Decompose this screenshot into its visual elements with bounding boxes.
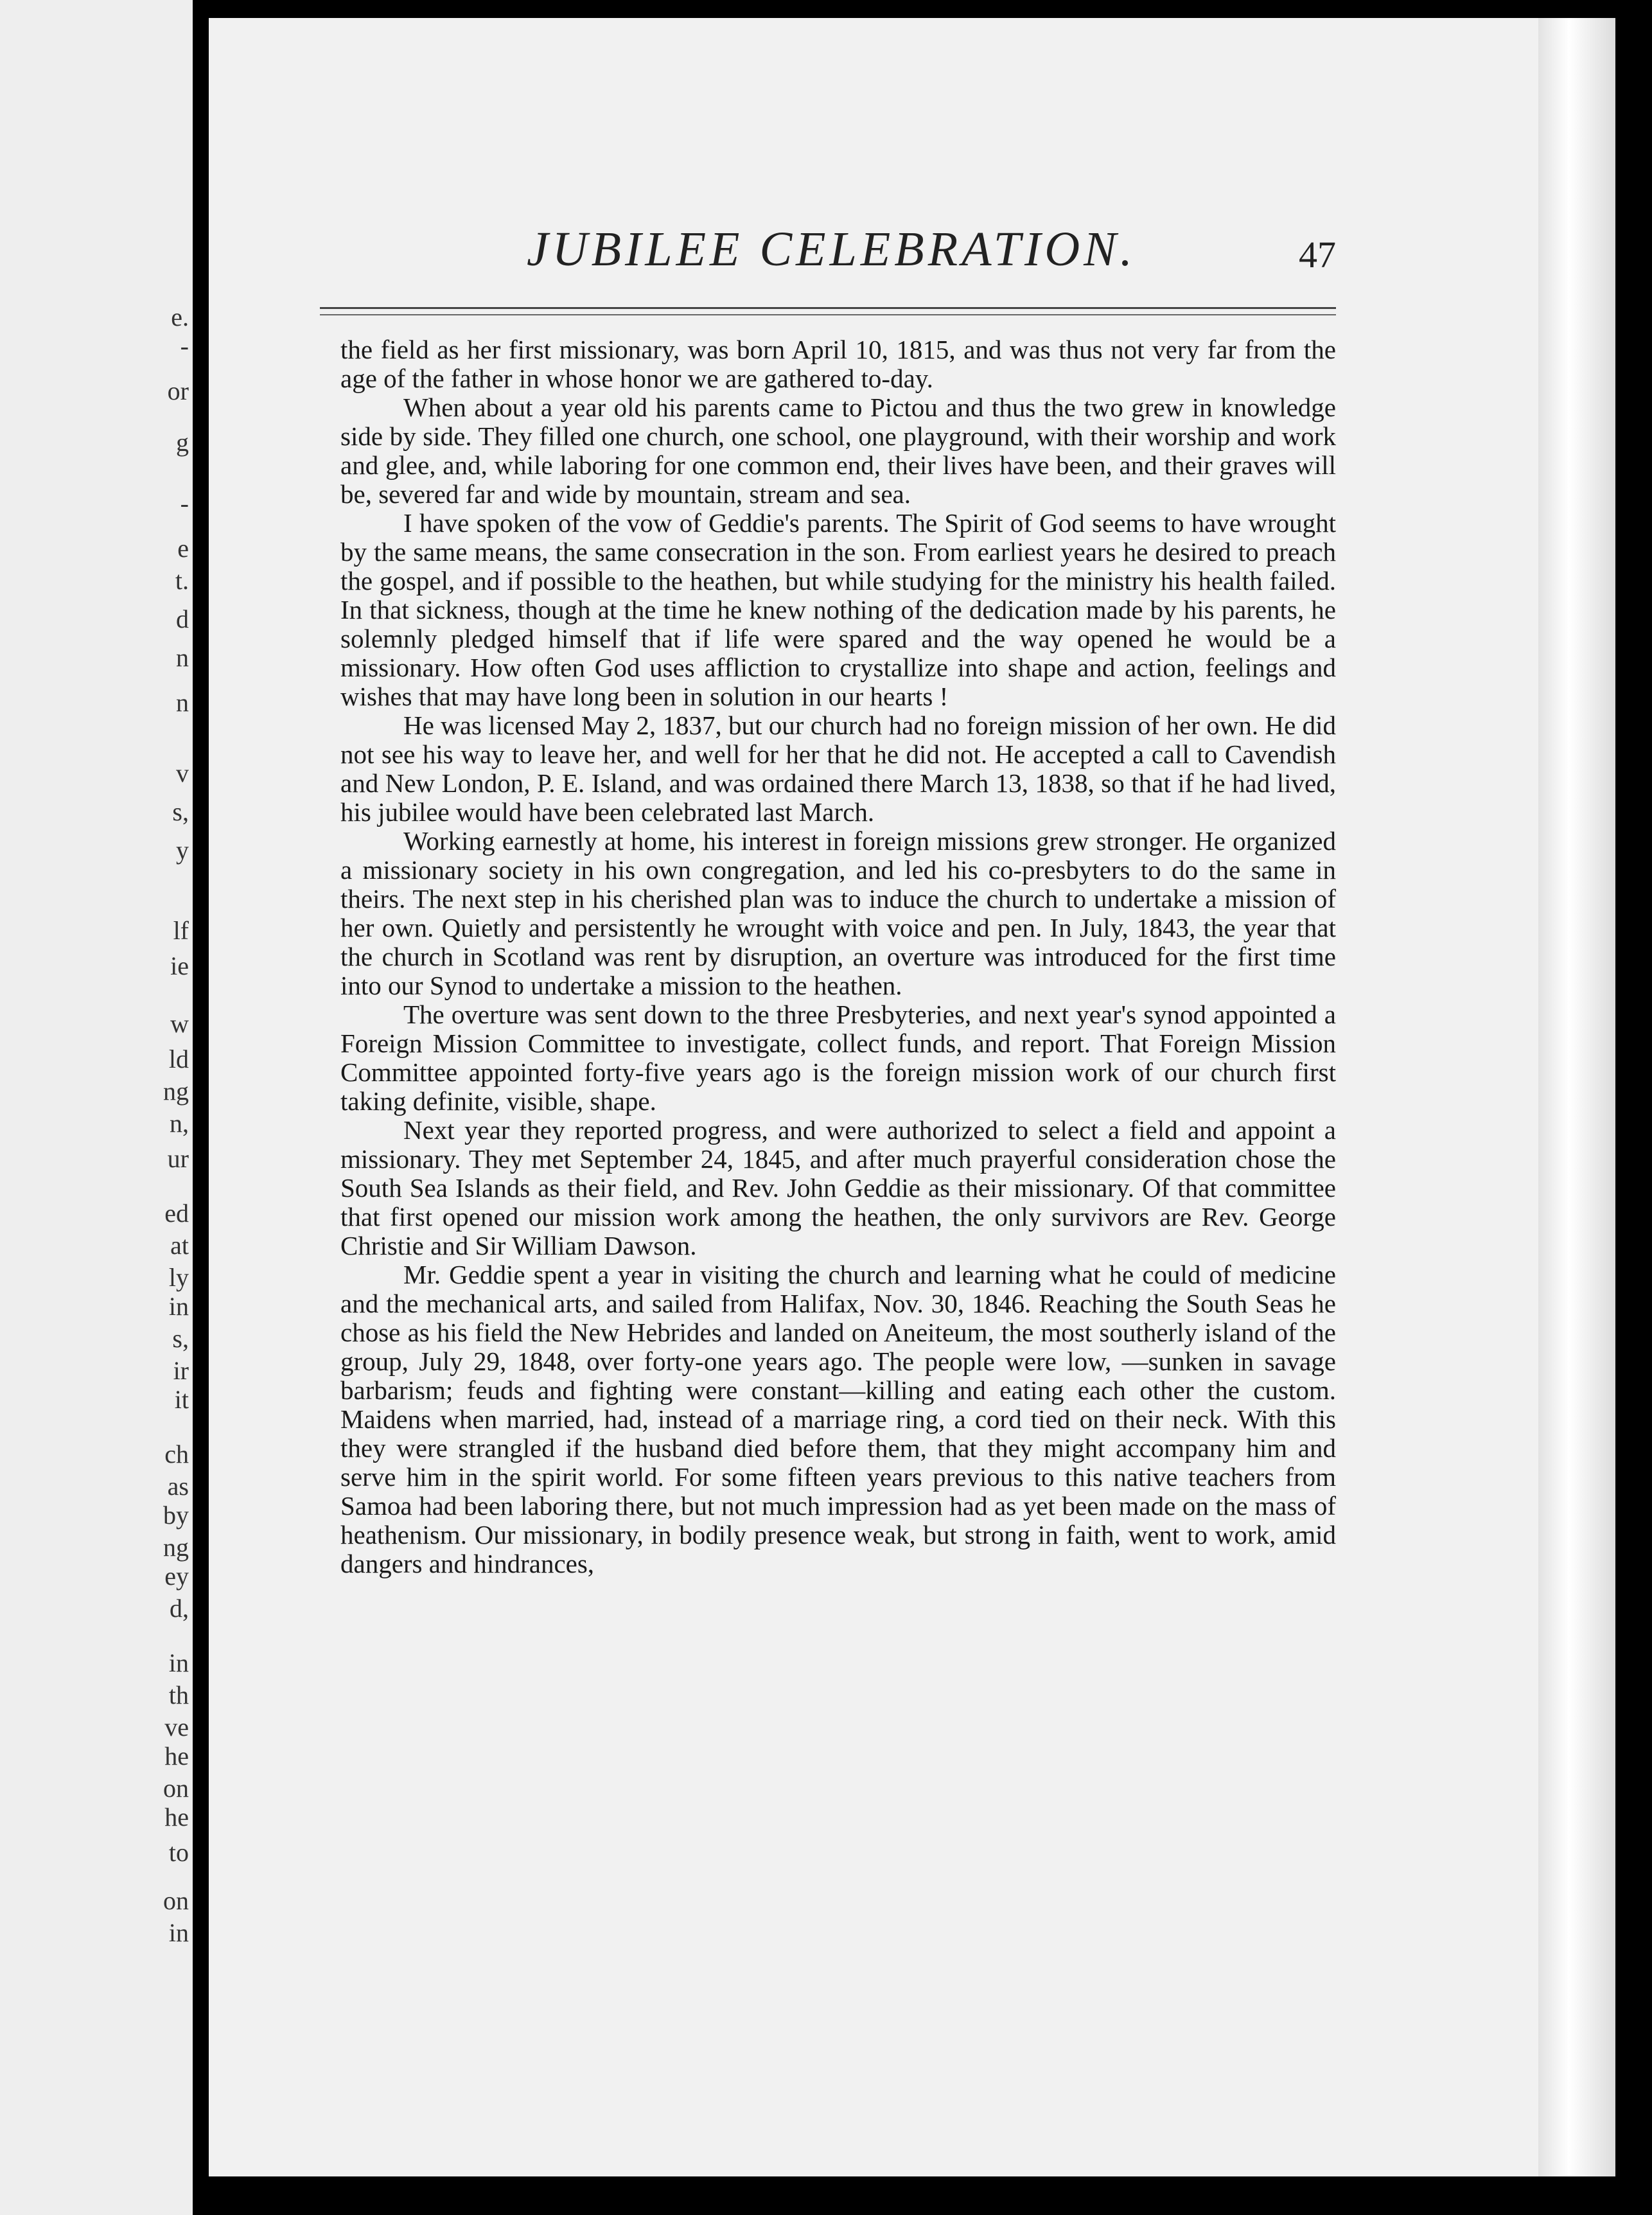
facing-fragment: in (168, 1918, 189, 1947)
facing-page (0, 0, 193, 2215)
page-edge (1538, 18, 1615, 2176)
page-header (340, 222, 1336, 292)
paragraph: Mr. Geddie spent a year in visiting the church and learning what he could of medicine and the mechanical arts, and sailed from Halifax, Nov. 30, 1846. Reaching the South Seas he chose as his field the New Hebrides and landed on Aneiteum, the most southerly island of the group, July 29, 1848, over forty-one years ago. The people were low, —sunken in savage barbarism; feuds and fighting were constant—killing and eating each other the custom. Maidens when married, had, instead of a marriage ring, a cord tied on their neck. With this they were strangled if the husband died before them, that they might accompany him and serve him in the spirit world. For some fifteen years previous to this native teachers from Samoa had been laboring there, but not much impression had as yet been made on the mass of heathenism. Our missionary, in bodily presence weak, but strong in faith, went to work, amid dangers and hindrances, (340, 1260, 1336, 1578)
paragraph: When about a year old his parents came to Pictou and thus the two grew in knowledge side by side. They filled one church, one school, one playground, with their worship and work and glee, and, while laboring for one common end, their lives have been, and their graves will be, severed far and wide by mountain, stream and sea. (340, 393, 1336, 509)
facing-fragment: d (176, 604, 189, 633)
facing-fragment: ng (163, 1077, 189, 1106)
facing-fragment: v (176, 759, 189, 788)
facing-fragment: ur (167, 1144, 189, 1173)
facing-fragment: - (180, 489, 189, 518)
facing-fragment: ve (164, 1713, 189, 1742)
facing-fragment: to (168, 1838, 189, 1867)
facing-page-text-fragments (131, 0, 189, 2215)
facing-fragment: s, (172, 1324, 189, 1353)
paragraph: I have spoken of the vow of Geddie's parents. The Spirit of God seems to have wrought by the same means, the same consecration in the son. From earliest years he desired to preach the gospel, and if possible to the heathen, but while studying for the ministry his health failed. In that sickness, though at the time he knew nothing of the dedication made by his parents, he solemnly pledged himself that if life were spared and the way opened he would be a missionary. How often God uses affliction to crystallize into shape and action, feelings and wishes that may have long been in solution in our hearts ! (340, 508, 1336, 711)
facing-fragment: ly (168, 1263, 189, 1292)
facing-fragment: t. (175, 566, 189, 595)
paragraph: The overture was sent down to the three Presbyteries, and next year's synod appointed a Foreign Mission Committee to investigate, collect funds, and report. That Foreign Mission Committee appointed forty-five years ago is the foreign mission work of our church first taking definite, visible, shape. (340, 1000, 1336, 1116)
facing-fragment: ch (164, 1440, 189, 1469)
facing-fragment: at (170, 1231, 189, 1260)
body-text (340, 335, 1336, 1578)
facing-fragment: d, (170, 1594, 189, 1623)
paragraph: the field as her first missionary, was born April 10, 1815, and was thus not very far from the age of the father in whose honor we are gathered to-day. (340, 335, 1336, 393)
facing-fragment: ey (164, 1562, 189, 1591)
header-rule (320, 307, 1336, 315)
facing-fragment: th (168, 1681, 189, 1709)
paragraph: He was licensed May 2, 1837, but our church had no foreign mission of her own. He did not see his way to leave her, and well for her that he did not. He accepted a call to Cavendish and New London, P. E. Island, and was ordained there March 13, 1838, so that if he had lived, his jubilee would have been celebrated last March. (340, 710, 1336, 827)
facing-fragment: w (170, 1009, 189, 1038)
facing-fragment: e. (171, 303, 189, 331)
facing-fragment: g (176, 428, 189, 457)
facing-fragment: on (163, 1886, 189, 1915)
facing-fragment: lf (173, 916, 189, 945)
facing-fragment: he (164, 1742, 189, 1770)
facing-fragment: ng (163, 1533, 189, 1562)
facing-fragment: ed (164, 1199, 189, 1228)
facing-fragment: by (163, 1501, 189, 1530)
paragraph: Next year they reported progress, and were authorized to select a field and appoint a missionary. They met September 24, 1845, and after much prayerful consideration chose the South Sea Islands as their field, and Rev. John Geddie as their missionary. Of that committee that first opened our mission work among the heathen, the only survivors are Rev. George Christie and Sir William Dawson. (340, 1115, 1336, 1260)
facing-fragment: on (163, 1774, 189, 1803)
facing-fragment: it (174, 1385, 189, 1414)
facing-fragment: e (177, 534, 189, 563)
facing-fragment: n (176, 688, 189, 717)
paragraph: Working earnestly at home, his interest in foreign missions grew stronger. He organized a missionary society in his own congregation, and led his co-presbyters to do the same in theirs. The next step in his cherished plan was to induce the church to undertake a mission of her own. Quietly and persistently he wrought with voice and pen. In July, 1843, the year that the church in Scotland was rent by disruption, an overture was introduced for the first time into our Synod to undertake a mission to the heathen. (340, 826, 1336, 1000)
facing-fragment: s, (172, 797, 189, 826)
page-number: 47 (1299, 234, 1336, 276)
facing-fragment: as (167, 1472, 189, 1501)
facing-fragment: in (168, 1648, 189, 1677)
facing-fragment: ir (173, 1356, 189, 1385)
facing-fragment: ld (168, 1045, 189, 1073)
facing-fragment: y (176, 836, 189, 865)
facing-fragment: in (168, 1292, 189, 1321)
facing-fragment: n, (170, 1109, 189, 1138)
facing-fragment: n (176, 643, 189, 672)
facing-fragment: - (180, 331, 189, 360)
facing-fragment: or (167, 376, 189, 405)
facing-fragment: ie (170, 951, 189, 980)
running-title: JUBILEE CELEBRATION. (527, 222, 1136, 276)
facing-fragment: he (164, 1803, 189, 1831)
